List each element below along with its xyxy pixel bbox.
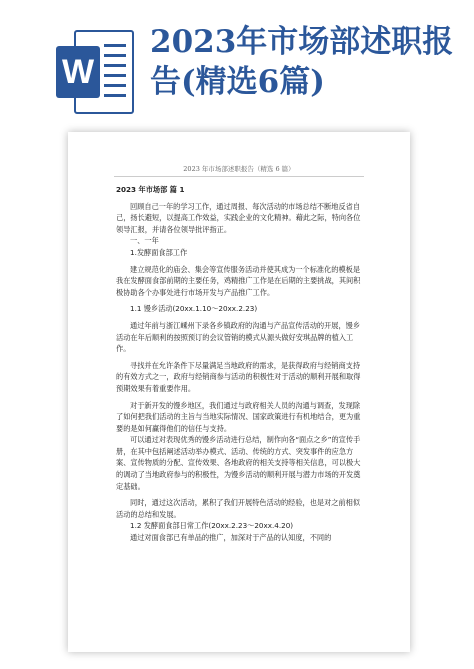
heading-level-2: 1.发酵面食部工作 bbox=[130, 247, 188, 257]
paragraph: 寻找并在允许条件下尽量满足当地政府的需求，是获得政府与经销商支持的有效方式之一，政府与经销商参与活动的积极性对于活动的顺利开展和取得预期效果有着重要作用。 bbox=[116, 360, 361, 393]
logo-line bbox=[104, 94, 126, 97]
logo-line bbox=[104, 64, 126, 67]
paragraph: 建立规范化的庙会、集会等宣传服务活动并使其成为一个标准化的模板是我在发酵面食部前期的主要任务，鸡精推广工作是在后期的主要挑战，其间积极协助各个办事处进行市场开发与产品推广工作。 bbox=[116, 264, 361, 297]
paragraph: 通过对面食部已有单品的推广，加深对于产品的认知度，不同的 bbox=[130, 533, 332, 543]
paragraph: 可以通过对表现优秀的馒乡活动进行总结，制作向各“面点之乡”的宣传手册，在其中包括阐述活动举办模式、活动、传统的方式、突发事件的应急方案、宣传物质的分配、宣传效果、各地政府的相关支持等相关信息，可以极大的调动了当地政府参与的积极性，为馒乡活动的顺利开展与潜力市场的开发奠定基础。 bbox=[116, 435, 361, 491]
paragraph: 对于新开发的馒乡地区，我们通过与政府相关人员的沟通与调查，发现除了如何把我们活动的主旨与当地实际情况、国家政策进行有机地结合，更为重要的是如何赢得他们的信任与支持。 bbox=[116, 400, 361, 433]
logo-line bbox=[104, 54, 126, 57]
logo-line bbox=[104, 84, 126, 87]
section-title: 2023 年市场部 篇 1 bbox=[116, 185, 185, 194]
banner-title: 2023年市场部述职报告(精选6篇) bbox=[150, 24, 454, 100]
logo-line bbox=[104, 74, 126, 77]
logo-line bbox=[104, 44, 126, 47]
page-header: 2023 年市场部述职报告（精选 6 篇） bbox=[183, 165, 295, 173]
paragraph: 回顾自己一年的学习工作，通过周报、每次活动的市场总结不断地反省自己，扬长避短，以提高工作效益，实践企业的文化精神。藉此之际，特向各位领导汇报，并请各位领导批评指正。 bbox=[116, 201, 361, 234]
word-document-icon bbox=[56, 30, 136, 116]
document-body bbox=[116, 182, 364, 544]
paragraph: 通过年前与浙江嵊州下录各乡镇政府的沟通与产品宣传活动的开展，馒乡活动在年后顺利的按照预订的会议管销的模式从源头做好安琪品牌的植入工作。 bbox=[116, 320, 361, 354]
document-page bbox=[68, 132, 410, 652]
paragraph: 同时，通过这次活动，累积了我们开展特色活动的经验，也是对之前相似活动的总结和发展。 bbox=[116, 498, 361, 519]
header-divider bbox=[114, 176, 364, 177]
word-logo-letter: W bbox=[56, 46, 100, 98]
title-banner bbox=[0, 0, 474, 150]
heading-level-3: 1.1 馒乡活动(20xx.1.10～20xx.2.23) bbox=[130, 304, 258, 314]
heading-level-3: 1.2 发酵面食部日常工作(20xx.2.23～20xx.4.20) bbox=[130, 521, 294, 531]
heading-level-1: 一、一年 bbox=[130, 236, 159, 246]
